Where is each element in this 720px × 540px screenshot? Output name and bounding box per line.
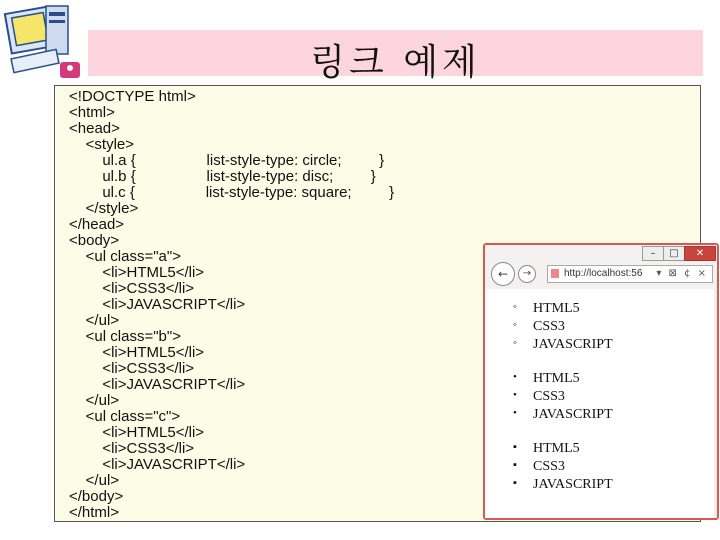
code-line: <li>JAVASCRIPT</li> — [69, 296, 246, 313]
code-line: </ul> — [69, 312, 120, 329]
code-line: ul.b { list-style-type: disc; } — [69, 168, 376, 185]
code-line: ul.a { list-style-type: circle; } — [69, 152, 385, 169]
code-line: <li>CSS3</li> — [69, 360, 195, 377]
browser-chrome — [485, 245, 717, 289]
maximize-button[interactable]: □ — [663, 246, 685, 261]
close-button[interactable]: ✕ — [684, 246, 716, 261]
code-line: <html> — [69, 104, 115, 121]
list-item-text: HTML5 — [533, 371, 580, 386]
address-url: http://localhost:56 — [564, 268, 643, 279]
computer-clipart-icon — [2, 2, 84, 80]
code-line: <li>JAVASCRIPT</li> — [69, 376, 246, 393]
code-line: <style> — [69, 136, 135, 153]
code-line: <head> — [69, 120, 120, 137]
code-line: <li>HTML5</li> — [69, 264, 205, 281]
list-marker-icon: ▪ — [513, 459, 517, 471]
list-marker-icon: • — [513, 371, 517, 383]
code-line: <body> — [69, 232, 120, 249]
page-icon — [551, 269, 559, 278]
list-item-text: CSS3 — [533, 319, 565, 334]
browser-window — [483, 243, 719, 520]
list-marker-icon: ◦ — [513, 301, 517, 313]
address-bar[interactable] — [547, 265, 713, 283]
code-line: ul.c { list-style-type: square; } — [69, 184, 395, 201]
list-marker-icon: ◦ — [513, 319, 517, 331]
code-line: </ul> — [69, 472, 120, 489]
code-line: <li>CSS3</li> — [69, 440, 195, 457]
list-item-text: CSS3 — [533, 459, 565, 474]
address-toolbar-icons[interactable]: ▾ ⊠ ¢ × — [656, 268, 708, 279]
code-line: <ul class="c"> — [69, 408, 181, 425]
list-item-text: JAVASCRIPT — [533, 337, 613, 352]
code-line: </body> — [69, 488, 124, 505]
list-item-text: CSS3 — [533, 389, 565, 404]
minimize-button[interactable]: – — [642, 246, 664, 261]
list-item-text: JAVASCRIPT — [533, 407, 613, 422]
code-line: </style> — [69, 200, 139, 217]
list-item-text: JAVASCRIPT — [533, 477, 613, 492]
back-button[interactable]: ← — [491, 262, 515, 286]
slide-title: 링크 예제 — [310, 42, 481, 83]
code-line: </ul> — [69, 392, 120, 409]
code-line: <!DOCTYPE html> — [69, 88, 196, 105]
code-line: <li>HTML5</li> — [69, 424, 205, 441]
code-line: <li>CSS3</li> — [69, 280, 195, 297]
code-line: <li>HTML5</li> — [69, 344, 205, 361]
list-item-text: HTML5 — [533, 301, 580, 316]
code-line: <ul class="b"> — [69, 328, 181, 345]
list-marker-icon: ▪ — [513, 441, 517, 453]
forward-button[interactable]: → — [518, 265, 536, 283]
list-item-text: HTML5 — [533, 441, 580, 456]
list-marker-icon: • — [513, 407, 517, 419]
code-line: </html> — [69, 504, 120, 521]
code-line: </head> — [69, 216, 125, 233]
browser-viewport — [485, 289, 717, 518]
slide-title-bar — [88, 30, 703, 83]
code-line: <ul class="a"> — [69, 248, 181, 265]
code-line: <li>JAVASCRIPT</li> — [69, 456, 246, 473]
list-marker-icon: ▪ — [513, 477, 517, 489]
scrollbar[interactable] — [714, 289, 717, 518]
list-marker-icon: ◦ — [513, 337, 517, 349]
list-marker-icon: • — [513, 389, 517, 401]
